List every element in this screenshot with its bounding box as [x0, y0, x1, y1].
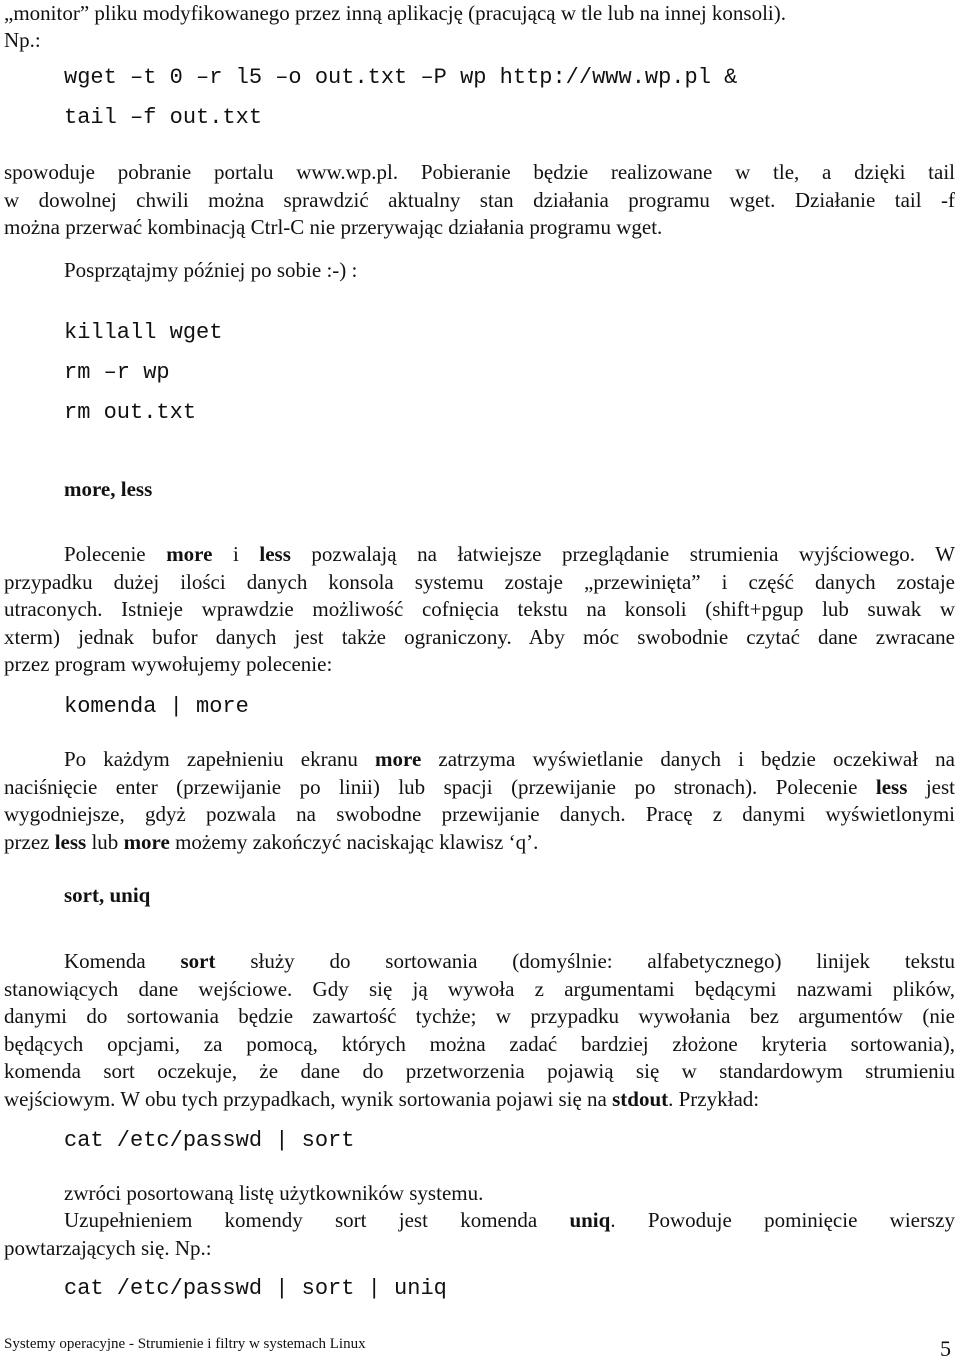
- code-block-sort: cat /etc/passwd | sort: [64, 1128, 355, 1153]
- paragraph-sort: [4, 948, 955, 1114]
- intro-line-2: Np.:: [4, 28, 41, 52]
- paragraph-line: Po każdym zapełnieniu ekranu more zatrzyma wyświetlanie danych i będzie oczekiwał na: [64, 747, 955, 771]
- paragraph-line: danymi do sortowania będzie zawartość tychże; w przypadku wywołania bez argumentów (nie: [4, 1004, 955, 1029]
- paragraph-line: będących opcjami, za pomocą, których można zadać bardziej złożone kryteria sortowania),: [4, 1031, 955, 1056]
- paragraph-wget-description: [4, 159, 955, 242]
- code-block-cleanup-line-1: killall wget: [64, 320, 223, 345]
- paragraph-line: Polecenie more i less pozwalają na łatwiejsze przeglądanie strumienia wyjściowego. W: [64, 542, 955, 566]
- paragraph-line: xterm) jednak bufor danych jest także ograniczony. Aby móc swobodnie czytać dane zwracane: [4, 624, 955, 649]
- paragraph-more-less: [4, 541, 955, 679]
- paragraph-line: Komenda sort służy do sortowania (domyślnie: alfabetycznego) linijek tekstu: [64, 949, 955, 973]
- paragraph-line: przypadku dużej ilości danych konsola systemu zostaje „przewinięta” i część danych zostaje: [4, 569, 955, 594]
- footer-title: Systemy operacyjne - Strumienie i filtry w systemach Linux: [4, 1336, 366, 1352]
- section-heading-more-less: more, less: [64, 477, 153, 501]
- code-block-cleanup-line-2: rm –r wp: [64, 360, 170, 385]
- section-heading-sort-uniq: sort, uniq: [64, 883, 151, 907]
- paragraph-line: wygodniejsze, gdyż pozwala na swobodne przewijanie danych. Pracę z danymi wyświetlonymi: [4, 802, 955, 827]
- paragraph-line: przez less lub more możemy zakończyć naciskając klawisz ‘q’.: [4, 829, 539, 854]
- paragraph-line: spowoduje pobranie portalu www.wp.pl. Pobieranie będzie realizowane w tle, a dzięki tail: [4, 160, 955, 184]
- paragraph-line: Uzupełnieniem komendy sort jest komenda uniq. Powoduje pominięcie wierszy: [64, 1208, 955, 1232]
- paragraph-uniq: [4, 1207, 955, 1262]
- code-block-uniq: cat /etc/passwd | sort | uniq: [64, 1276, 447, 1301]
- paragraph-line: wejściowym. W obu tych przypadkach, wynik sortowania pojawi się na stdout. Przykład:: [4, 1086, 760, 1111]
- paragraph-line: powtarzających się. Np.:: [4, 1235, 212, 1260]
- cleanup-intro: Posprzątajmy później po sobie :-) :: [64, 258, 358, 282]
- paragraph-line: w dowolnej chwili można sprawdzić aktualny stan działania programu wget. Działanie tail -f: [4, 187, 955, 212]
- paragraph-line: stanowiących dane wejściowe. Gdy się ją wywoła z argumentami będącymi nazwami plików,: [4, 976, 955, 1001]
- page-number: 5: [940, 1336, 951, 1361]
- intro-line-1: „monitor” pliku modyfikowanego przez inną aplikację (pracującą w tle lub na innej konsoli).: [4, 1, 786, 25]
- paragraph-line: utraconych. Istnieje wprawdzie możliwość cofnięcia tekstu na konsoli (shift+pgup lub suwak w: [4, 597, 955, 622]
- code-block-wget-line-1: wget –t 0 –r l5 –o out.txt –P wp http://www.wp.pl &: [64, 65, 738, 90]
- paragraph-line: można przerwać kombinacją Ctrl-C nie przerywając działania programu wget.: [4, 215, 663, 240]
- paragraph-more-behaviour: [4, 746, 955, 856]
- code-block-cleanup-line-3: rm out.txt: [64, 400, 197, 425]
- paragraph-sort-result: zwróci posortowaną listę użytkowników systemu.: [64, 1181, 484, 1205]
- code-block-wget-line-2: tail –f out.txt: [64, 105, 263, 130]
- paragraph-line: komenda sort oczekuje, że dane do przetworzenia pojawią się w standardowym strumieniu: [4, 1059, 955, 1084]
- paragraph-line: naciśnięcie enter (przewijanie po linii) lub spacji (przewijanie po stronach). Polecenie less jest: [4, 774, 955, 799]
- paragraph-line: przez program wywołujemy polecenie:: [4, 652, 333, 677]
- code-block-more: komenda | more: [64, 694, 249, 719]
